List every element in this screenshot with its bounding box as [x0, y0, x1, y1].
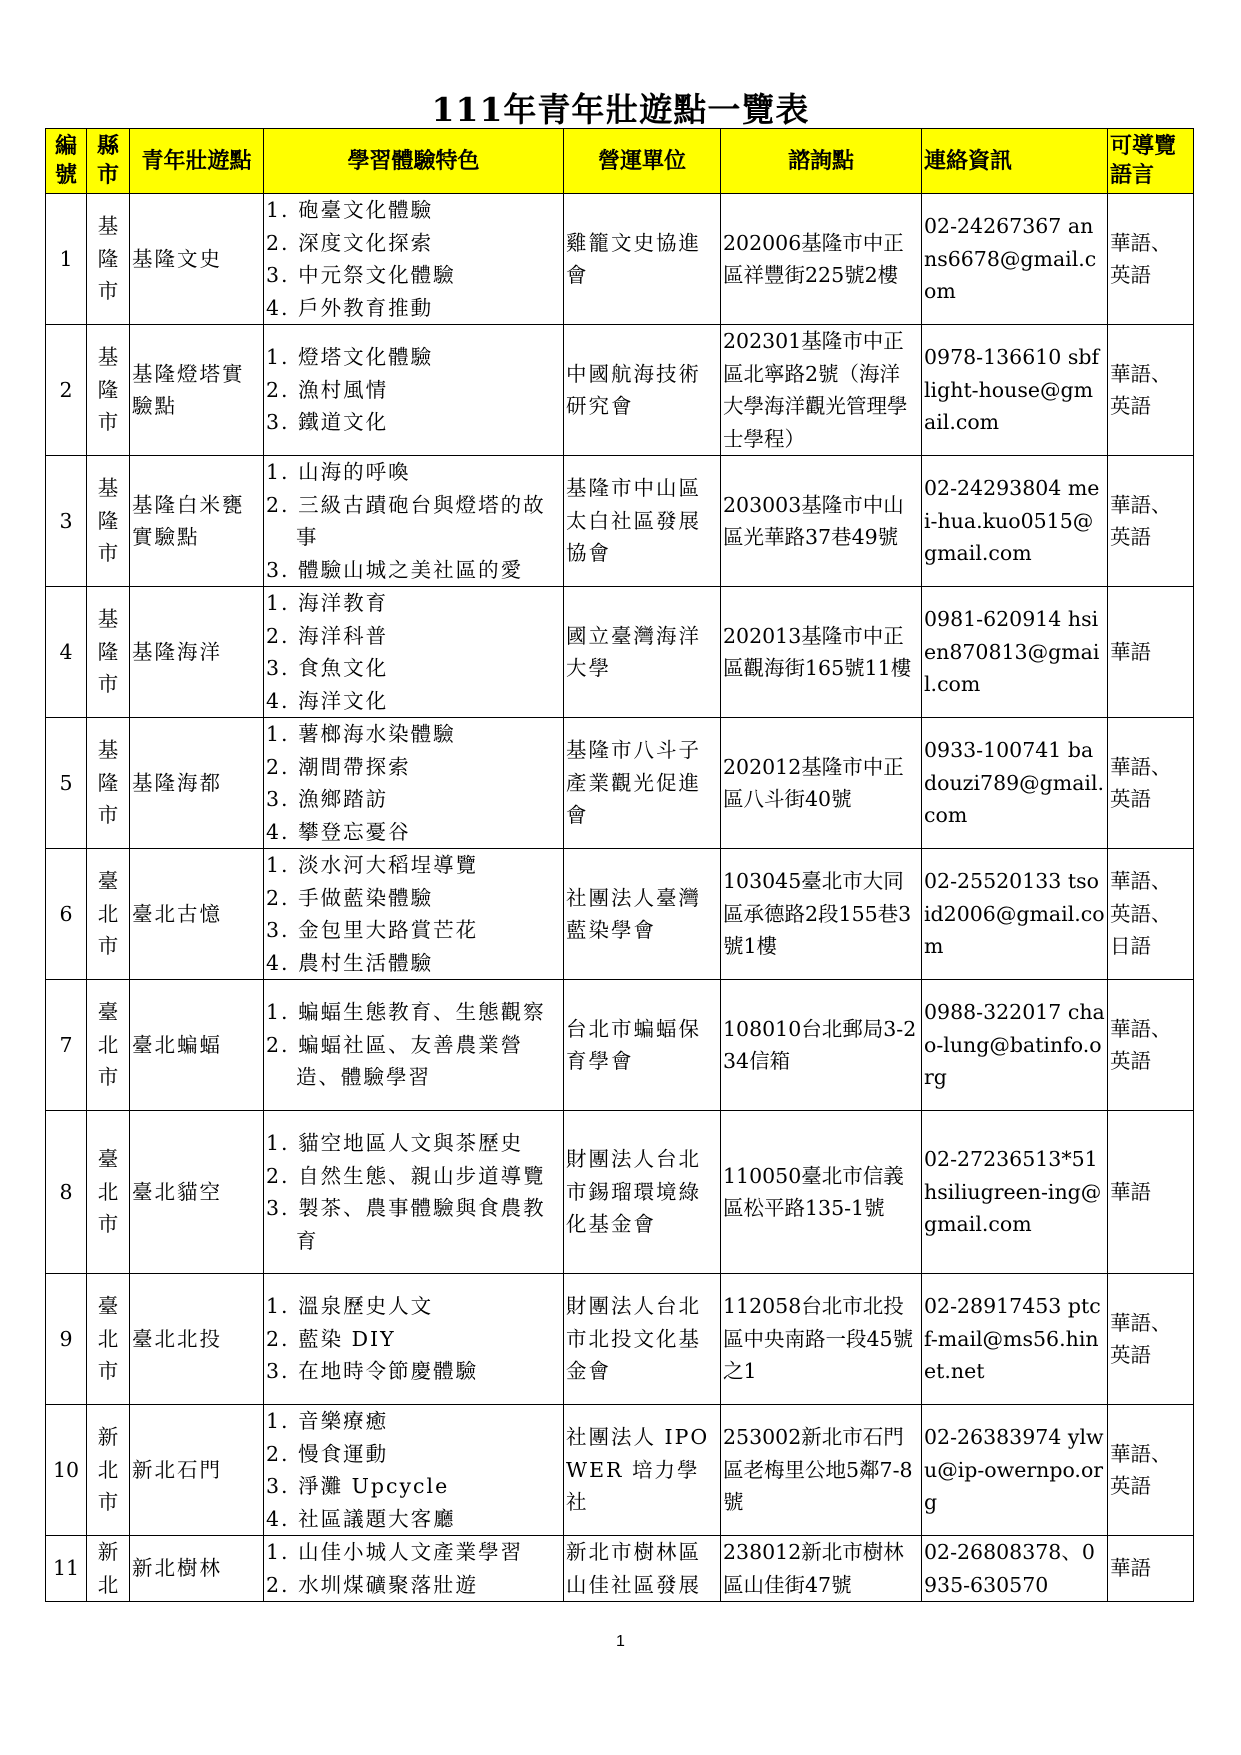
row-number: 11	[46, 1536, 87, 1602]
feature-item: 3. 食魚文化	[266, 656, 389, 680]
row-site-name: 新北樹林	[130, 1536, 264, 1602]
row-languages: 華語、英語	[1108, 718, 1194, 849]
page-title: 111年青年壯遊點一覽表	[431, 90, 810, 129]
row-operator: 財團法人台北市北投文化基金會	[564, 1274, 721, 1405]
row-languages: 華語、英語	[1108, 325, 1194, 456]
row-features	[264, 980, 564, 1111]
feature-item: 3. 漁鄉踏訪	[266, 787, 389, 811]
feature-item: 1. 海洋教育	[266, 591, 389, 615]
row-site-name: 臺北蝙蝠	[130, 980, 264, 1111]
header-inquiry: 諮詢點	[721, 129, 922, 194]
feature-item: 2. 潮間帶探索	[266, 754, 411, 779]
header-city: 縣市	[87, 129, 130, 194]
table-row	[46, 587, 1194, 718]
feature-item: 3. 製茶、農事體驗與食農教育	[266, 1196, 546, 1253]
row-site-name: 基隆燈塔實驗點	[130, 325, 264, 456]
feature-item: 3. 金包里大路賞芒花	[266, 918, 479, 942]
feature-item: 2. 漁村風情	[266, 377, 389, 402]
table-row	[46, 1405, 1194, 1536]
row-contact: 02-26808378、0935-630570	[922, 1536, 1108, 1602]
feature-item: 1. 貓空地區人文與茶歷史	[266, 1131, 524, 1155]
row-features	[264, 587, 564, 718]
row-number: 4	[46, 587, 87, 718]
feature-item: 1. 砲臺文化體驗	[266, 198, 434, 222]
feature-item: 4. 戶外教育推動	[266, 295, 434, 320]
row-operator: 社團法人 IPOWER 培力學社	[564, 1405, 721, 1536]
row-features	[264, 325, 564, 456]
row-address: 253002新北市石門區老梅里公地5鄰7-8號	[721, 1405, 922, 1536]
row-site-name: 臺北古憶	[130, 849, 264, 980]
row-contact: 02-24293804 mei-hua.kuo0515@gmail.com	[922, 456, 1108, 587]
table-row	[46, 718, 1194, 849]
header-site: 青年壯遊點	[130, 129, 264, 194]
row-site-name: 基隆白米甕實驗點	[130, 456, 264, 587]
row-languages: 華語、英語	[1108, 194, 1194, 325]
row-operator: 社團法人臺灣藍染學會	[564, 849, 721, 980]
feature-item: 3. 中元祭文化體驗	[266, 263, 456, 287]
row-languages: 華語、英語	[1108, 980, 1194, 1111]
row-number: 1	[46, 194, 87, 325]
feature-item: 1. 溫泉歷史人文	[266, 1294, 434, 1319]
row-city: 基 隆 市	[87, 325, 130, 456]
row-languages: 華語	[1108, 1111, 1194, 1274]
row-site-name: 臺北貓空	[130, 1111, 264, 1274]
row-features	[264, 1405, 564, 1536]
row-number: 3	[46, 456, 87, 587]
feature-item: 2. 蝙蝠社區、友善農業營造、體驗學習	[266, 1032, 524, 1090]
feature-item: 2. 手做藍染體驗	[266, 885, 434, 910]
row-site-name: 基隆海都	[130, 718, 264, 849]
table-header-row	[46, 129, 1194, 194]
row-address: 108010台北郵局3-234信箱	[721, 980, 922, 1111]
row-city: 臺 北 市	[87, 1274, 130, 1405]
row-contact: 0933-100741 badouzi789@gmail.com	[922, 718, 1108, 849]
row-languages: 華語、英語	[1108, 1405, 1194, 1536]
row-city: 新 北	[87, 1536, 130, 1602]
row-address: 202013基隆市中正區觀海街165號11樓	[721, 587, 922, 718]
feature-item: 1. 淡水河大稻埕導覽	[266, 853, 479, 877]
table-row	[46, 325, 1194, 456]
row-operator: 國立臺灣海洋大學	[564, 587, 721, 718]
table-row	[46, 194, 1194, 325]
table-row	[46, 1274, 1194, 1405]
feature-item: 2. 深度文化探索	[266, 230, 434, 255]
header-contact: 連絡資訊	[922, 129, 1108, 194]
feature-item: 1. 山海的呼喚	[266, 460, 411, 484]
row-number: 5	[46, 718, 87, 849]
row-languages: 華語、英語	[1108, 456, 1194, 587]
table-row	[46, 1536, 1194, 1602]
feature-item: 3. 鐵道文化	[266, 410, 389, 435]
table-row	[46, 980, 1194, 1111]
row-operator: 台北市蝙蝠保育學會	[564, 980, 721, 1111]
row-number: 2	[46, 325, 87, 456]
feature-item: 3. 體驗山城之美社區的愛	[266, 557, 524, 582]
row-operator: 新北市樹林區山佳社區發展	[564, 1536, 721, 1602]
row-operator: 財團法人台北市錫瑠環境綠化基金會	[564, 1111, 721, 1274]
header-languages: 可導覽語言	[1108, 129, 1194, 194]
row-site-name: 基隆文史	[130, 194, 264, 325]
row-contact: 02-24267367 anns6678@gmail.com	[922, 194, 1108, 325]
row-address: 112058台北市北投區中央南路一段45號之1	[721, 1274, 922, 1405]
row-number: 10	[46, 1405, 87, 1536]
feature-item: 2. 自然生態、親山步道導覽	[266, 1163, 546, 1188]
row-features	[264, 1111, 564, 1274]
row-city: 基 隆 市	[87, 587, 130, 718]
header-operator: 營運單位	[564, 129, 721, 194]
row-number: 7	[46, 980, 87, 1111]
feature-item: 1. 薯榔海水染體驗	[266, 722, 456, 746]
row-operator: 基隆市八斗子產業觀光促進會	[564, 718, 721, 849]
row-city: 臺 北 市	[87, 980, 130, 1111]
feature-item: 4. 農村生活體驗	[266, 950, 434, 975]
row-contact: 02-27236513*51 hsiliugreen-ing@gmail.com	[922, 1111, 1108, 1274]
feature-item: 1. 蝙蝠生態教育、生態觀察	[266, 1000, 546, 1025]
feature-item: 2. 三級古蹟砲台與燈塔的故事	[266, 492, 546, 549]
row-city: 臺 北 市	[87, 849, 130, 980]
row-city: 新 北 市	[87, 1405, 130, 1536]
row-contact: 0981-620914 hsien870813@gmail.com	[922, 587, 1108, 718]
feature-item: 4. 攀登忘憂谷	[266, 819, 411, 844]
row-address: 202301基隆市中正區北寧路2號（海洋大學海洋觀光管理學士學程）	[721, 325, 922, 456]
row-address: 202012基隆市中正區八斗街40號	[721, 718, 922, 849]
feature-item: 2. 水圳煤礦聚落壯遊	[266, 1572, 479, 1597]
feature-item: 1. 音樂療癒	[266, 1409, 389, 1433]
feature-item: 4. 社區議題大客廳	[266, 1506, 456, 1531]
row-features	[264, 194, 564, 325]
row-languages: 華語	[1108, 1536, 1194, 1602]
row-features	[264, 718, 564, 849]
row-languages: 華語	[1108, 587, 1194, 718]
row-number: 8	[46, 1111, 87, 1274]
table-row	[46, 1111, 1194, 1274]
feature-item: 2. 藍染 DIY	[266, 1326, 396, 1351]
row-contact: 0988-322017 chao-lung@batinfo.org	[922, 980, 1108, 1111]
row-address: 202006基隆市中正區祥豐街225號2樓	[721, 194, 922, 325]
row-city: 臺 北 市	[87, 1111, 130, 1274]
row-languages: 華語、英語、日語	[1108, 849, 1194, 980]
row-city: 基 隆 市	[87, 718, 130, 849]
page-number: 1	[616, 1633, 625, 1650]
row-features	[264, 849, 564, 980]
row-contact: 02-25520133 tsoid2006@gmail.com	[922, 849, 1108, 980]
row-city: 基 隆 市	[87, 194, 130, 325]
row-languages: 華語、英語	[1108, 1274, 1194, 1405]
feature-item: 3. 淨灘 Upcycle	[266, 1474, 450, 1498]
header-features: 學習體驗特色	[264, 129, 564, 194]
row-site-name: 臺北北投	[130, 1274, 264, 1405]
row-features	[264, 1536, 564, 1602]
row-contact: 02-26383974 ylwu@ip-owernpo.org	[922, 1405, 1108, 1536]
row-site-name: 新北石門	[130, 1405, 264, 1536]
feature-item: 1. 山佳小城人文產業學習	[266, 1540, 524, 1564]
header-number: 編號	[46, 129, 87, 194]
row-city: 基 隆 市	[87, 456, 130, 587]
row-contact: 0978-136610 sbflight-house@gmail.com	[922, 325, 1108, 456]
row-number: 6	[46, 849, 87, 980]
row-contact: 02-28917453 ptcf-mail@ms56.hinet.net	[922, 1274, 1108, 1405]
row-address: 110050臺北市信義區松平路135-1號	[721, 1111, 922, 1274]
feature-item: 4. 海洋文化	[266, 688, 389, 713]
row-operator: 雞籠文史協進會	[564, 194, 721, 325]
row-number: 9	[46, 1274, 87, 1405]
row-features	[264, 456, 564, 587]
row-address: 203003基隆市中山區光華路37巷49號	[721, 456, 922, 587]
feature-item: 2. 慢食運動	[266, 1441, 389, 1466]
feature-item: 1. 燈塔文化體驗	[266, 345, 434, 370]
table-row	[46, 456, 1194, 587]
youth-travel-table	[45, 128, 1194, 1602]
row-address: 238012新北市樹林區山佳街47號	[721, 1536, 922, 1602]
feature-item: 2. 海洋科普	[266, 623, 389, 648]
feature-item: 3. 在地時令節慶體驗	[266, 1359, 479, 1384]
row-operator: 中國航海技術研究會	[564, 325, 721, 456]
row-address: 103045臺北市大同區承德路2段155巷3號1樓	[721, 849, 922, 980]
row-features	[264, 1274, 564, 1405]
row-site-name: 基隆海洋	[130, 587, 264, 718]
table-row	[46, 849, 1194, 980]
row-operator: 基隆市中山區太白社區發展協會	[564, 456, 721, 587]
